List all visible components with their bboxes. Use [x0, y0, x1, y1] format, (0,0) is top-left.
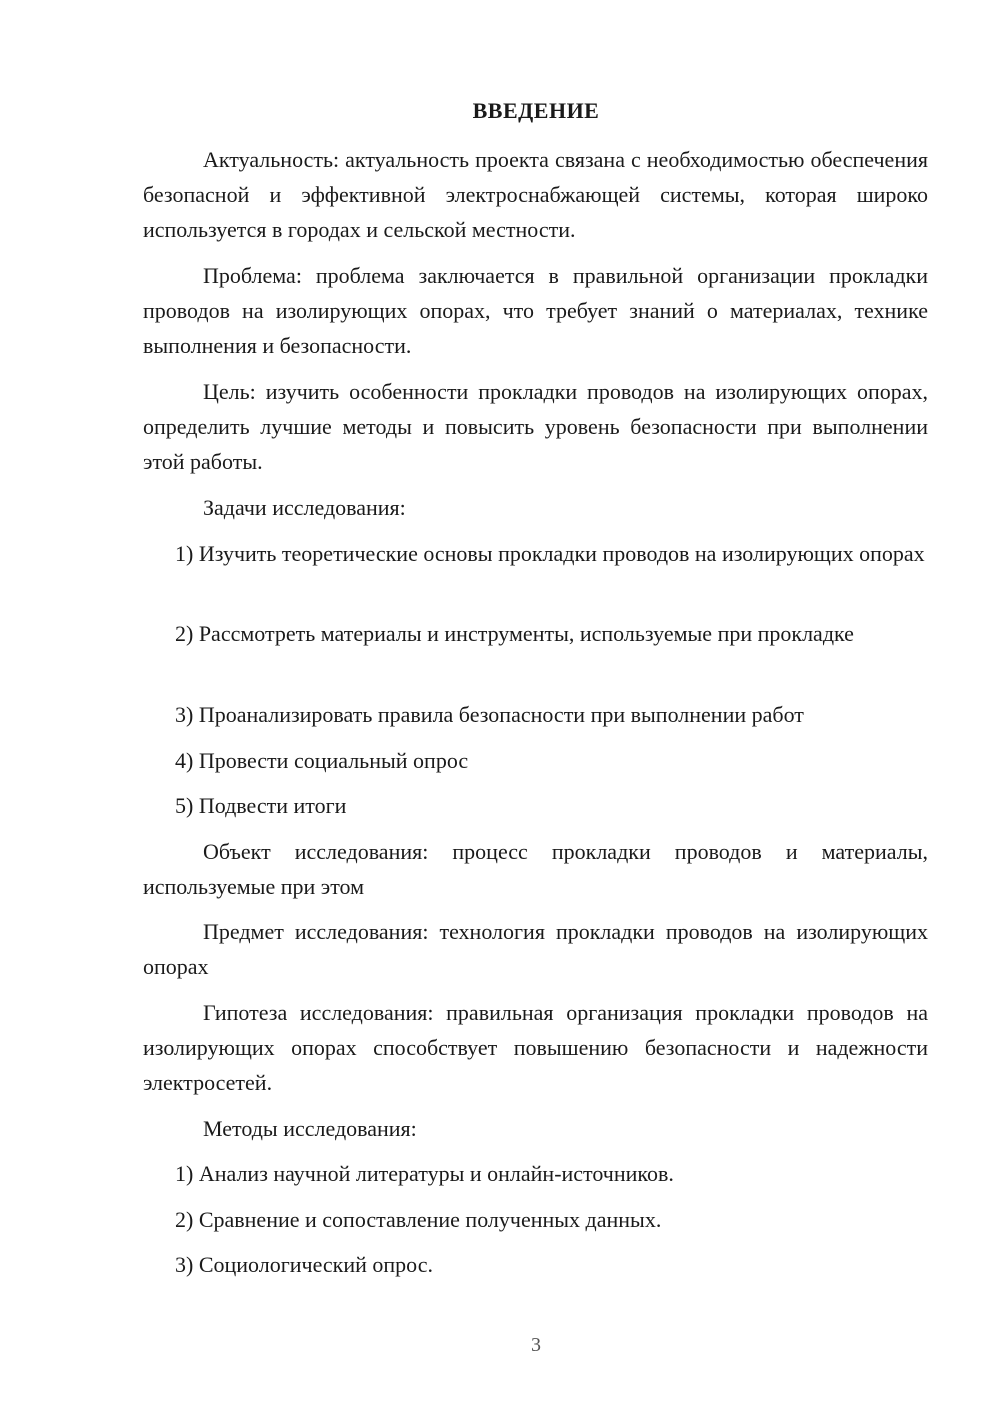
task-item-5: 5) Подвести итоги [175, 793, 347, 818]
methods-heading: Методы исследования: [203, 1116, 417, 1141]
paragraph-hypothesis: Гипотеза исследования: правильная организация прокладки проводов на изолирующих опорах способствует повышению безопасности и надежности электросетей. [143, 1000, 928, 1095]
task-item-3: 3) Проанализировать правила безопасности при выполнении работ [175, 702, 804, 727]
paragraph-relevance: Актуальность: актуальность проекта связана с необходимостью обеспечения безопасной и эффективной электроснабжающей системы, которая широко используется в городах и сельской местности. [143, 147, 928, 242]
method-item-3: 3) Социологический опрос. [175, 1252, 433, 1277]
paragraph-problem: Проблема: проблема заключается в правильной организации прокладки проводов на изолирующих опорах, что требует знаний о материалах, технике выполнения и безопасности. [143, 263, 928, 358]
tasks-heading: Задачи исследования: [203, 495, 406, 520]
paragraph-object: Объект исследования: процесс прокладки проводов и материалы, используемые при этом [143, 839, 928, 899]
task-item-4: 4) Провести социальный опрос [175, 748, 469, 773]
method-item-1: 1) Анализ научной литературы и онлайн-источников. [175, 1161, 674, 1186]
task-item-2: 2) Рассмотреть материалы и инструменты, используемые при прокладке [175, 621, 854, 646]
task-item-1: 1) Изучить теоретические основы прокладки проводов на изолирующих опорах [175, 541, 925, 566]
method-item-2: 2) Сравнение и сопоставление полученных данных. [175, 1207, 662, 1232]
paragraph-goal: Цель: изучить особенности прокладки проводов на изолирующих опорах, определить лучшие методы и повысить уровень безопасности при выполнении этой работы. [143, 379, 928, 474]
paragraph-subject: Предмет исследования: технология прокладки проводов на изолирующих опорах [143, 919, 928, 979]
page-number: 3 [531, 1334, 541, 1356]
section-title: ВВЕДЕНИЕ [472, 98, 600, 123]
